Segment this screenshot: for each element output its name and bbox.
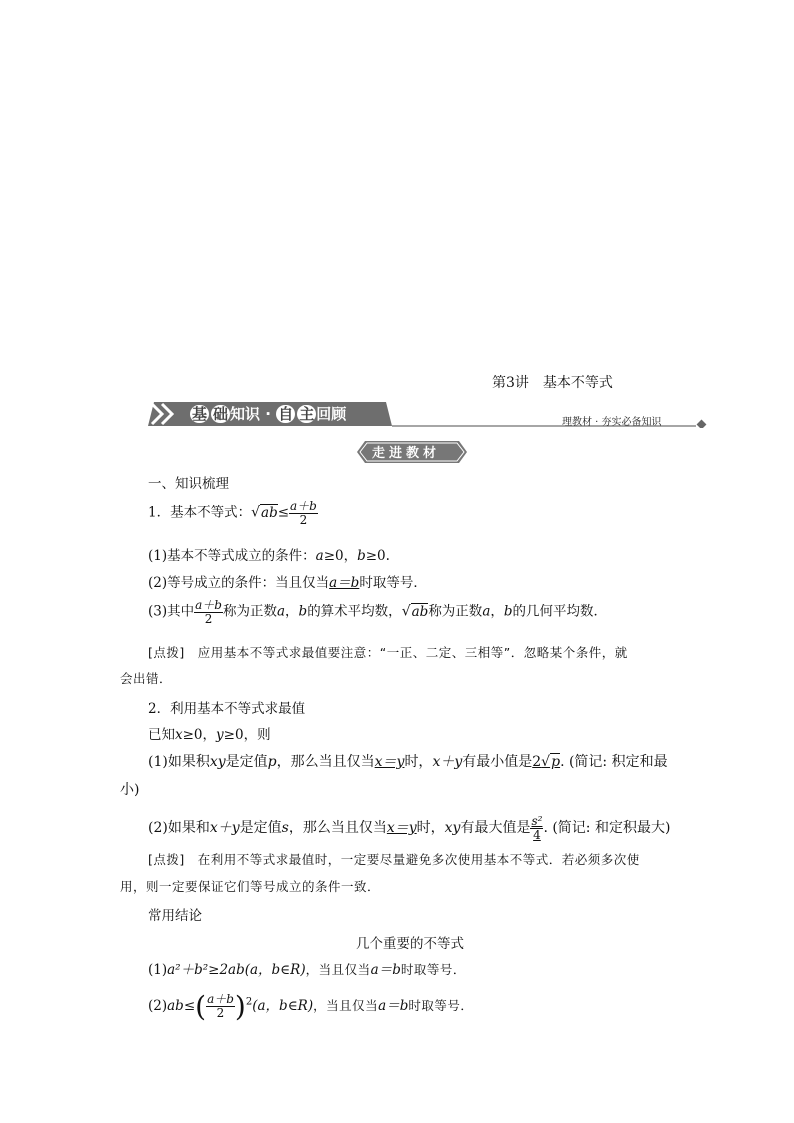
fraction-denominator: 2	[216, 1006, 225, 1020]
var-b: b	[357, 548, 366, 564]
sqrt-icon: √	[541, 754, 551, 770]
condition-3-fraction	[194, 599, 223, 625]
condition-1	[148, 544, 390, 564]
section-heading: 一、知识梳理	[148, 476, 229, 492]
var-x: x	[175, 727, 183, 743]
left-paren-icon: (	[195, 990, 207, 1023]
item-1-label: 1．基本不等式：	[148, 504, 252, 521]
point-1-min-value	[532, 753, 560, 770]
result-2-condition: (a，b∈R)	[252, 998, 314, 1014]
var-s: s	[281, 820, 289, 837]
point-1-mid3: 时，	[404, 754, 433, 770]
item-1	[148, 500, 318, 526]
result-2-ab-leq: ab≤	[167, 998, 196, 1014]
result-2-mid: ，当且仅当	[313, 998, 379, 1013]
point-1-mid2: ，那么当且仅当	[276, 754, 375, 770]
sub-banner-text: 走进教材	[372, 446, 441, 461]
banner-word-huigu: 回顾	[316, 405, 347, 423]
var-xy: xy	[444, 820, 461, 837]
coefficient-two: 2	[532, 754, 542, 770]
point-2-mid4: 有最大值是	[460, 820, 531, 837]
point-2-mid1: 是定值	[239, 820, 282, 837]
known-ge0-y: ≥0，则	[223, 727, 271, 743]
banner-word-zhishi: 知识	[230, 405, 261, 423]
point-2-mid2: ，那么当且仅当	[288, 820, 387, 837]
point-1-post: . (简记: 积定和最	[560, 754, 668, 770]
note-1-line-2: 会出错．	[120, 671, 173, 686]
condition-3-post: 的几何平均数．	[512, 603, 608, 620]
var-x-plus-y: x＋y	[432, 754, 463, 770]
var-p: p	[267, 754, 277, 770]
banner-right-text: 理教材 · 夯实必备知识	[562, 417, 662, 428]
condition-3-ab: ab	[411, 603, 429, 620]
point-2	[148, 815, 670, 841]
point-1-mid1: 是定值	[225, 754, 268, 770]
fraction-numerator: a＋b	[195, 598, 222, 612]
result-2-equality: a＝b	[378, 998, 409, 1014]
note-2-line-1: [点拨] 在利用不等式求最值时，一定要尽量避免多次使用基本不等式．若必须多次使	[148, 852, 640, 867]
condition-3-mid: 称为正数	[222, 603, 277, 620]
note-1-line-1: [点拨] 应用基本不等式求最值要注意：“一正、二定、三相等”．忽略某个条件，就	[148, 645, 628, 660]
page-title: 第3讲 基本不等式	[492, 375, 613, 391]
sqrt-icon: √	[401, 603, 411, 620]
result-1-expression: a²＋b²≥2ab(a，b∈R)	[167, 962, 306, 978]
point-2-mid3: 时，	[416, 820, 445, 837]
result-2-fraction	[206, 993, 235, 1019]
fraction-numerator: a＋b	[207, 992, 234, 1007]
banner-char-ji: 基	[192, 405, 208, 423]
var-b: b	[503, 603, 513, 620]
condition-2-pre: (2)等号成立的条件：当且仅当	[148, 575, 330, 591]
item-1-fraction	[289, 500, 318, 526]
condition-3-mid3: 称为正数	[428, 603, 483, 620]
result-2	[148, 990, 473, 1023]
fraction-denominator: 2	[204, 611, 213, 626]
point-1	[148, 751, 668, 771]
sqrt-icon: √	[251, 504, 261, 521]
result-2-exponent: 2	[245, 996, 253, 1008]
condition-2-post: 时取等号．	[359, 575, 427, 591]
point-1-line-2: 小)	[120, 782, 140, 798]
banner-left-text	[190, 403, 346, 424]
common-conclusions: 常用结论	[148, 908, 202, 924]
comma: ，	[285, 603, 299, 620]
banner-char-zi: 自	[278, 405, 294, 423]
item-1-leq: ≤	[277, 504, 290, 521]
banner-dot: ·	[265, 405, 271, 423]
result-1	[148, 958, 466, 978]
var-p-root: p	[551, 754, 561, 770]
point-1-pre: (1)如果积	[148, 754, 210, 770]
var-a: a	[315, 548, 324, 564]
banner-char-chu: 础	[213, 405, 229, 423]
point-2-post: . (简记: 和定积最大)	[543, 820, 671, 837]
comma: ，	[490, 603, 504, 620]
condition-2-equality: a＝b	[329, 575, 360, 591]
result-2-pre: (2)	[148, 998, 168, 1014]
fraction-denominator: 2	[299, 512, 308, 527]
result-1-pre: (1)	[148, 962, 168, 978]
condition-2	[148, 571, 427, 591]
var-y: y	[216, 727, 224, 743]
condition-1-ge0-a: ≥0，	[323, 548, 358, 564]
point-2-max-fraction	[530, 815, 543, 841]
known-ge0-x: ≥0，	[182, 727, 217, 743]
point-1-equality: x＝y	[374, 754, 405, 770]
result-1-mid: ，当且仅当	[305, 962, 371, 977]
condition-1-ge0-b: ≥0.	[365, 548, 390, 564]
item-2: 2．利用基本不等式求最值	[148, 701, 306, 717]
fraction-denominator: 4	[533, 827, 541, 842]
result-1-equality: a＝b	[370, 962, 401, 978]
banner-char-zhu: 主	[299, 405, 315, 423]
var-a: a	[276, 603, 286, 620]
result-2-post: 时取等号．	[408, 998, 474, 1013]
important-inequalities-title: 几个重要的不等式	[356, 936, 464, 952]
known-pre: 已知	[148, 727, 175, 743]
condition-3	[148, 599, 607, 625]
right-paren-icon: )	[234, 990, 246, 1023]
point-2-pre: (2)如果和	[148, 820, 210, 837]
var-b: b	[298, 603, 308, 620]
condition-3-mid2: 的算术平均数，	[307, 603, 402, 620]
point-2-equality: x＝y	[386, 820, 417, 837]
point-1-mid4: 有最小值是	[462, 754, 533, 770]
known-condition	[148, 723, 271, 743]
note-2-line-2: 用，则一定要保证它们等号成立的条件一致．	[120, 879, 381, 894]
var-x-plus-y: x＋y	[209, 820, 240, 837]
var-xy: xy	[209, 754, 226, 770]
var-a: a	[482, 603, 491, 620]
fraction-numerator: s²	[531, 814, 543, 828]
condition-3-pre: (3)其中	[148, 603, 195, 620]
item-1-ab: ab	[261, 504, 278, 521]
condition-1-pre: (1)基本不等式成立的条件：	[148, 548, 316, 564]
result-1-post: 时取等号．	[400, 962, 466, 977]
fraction-numerator: a＋b	[290, 499, 317, 513]
